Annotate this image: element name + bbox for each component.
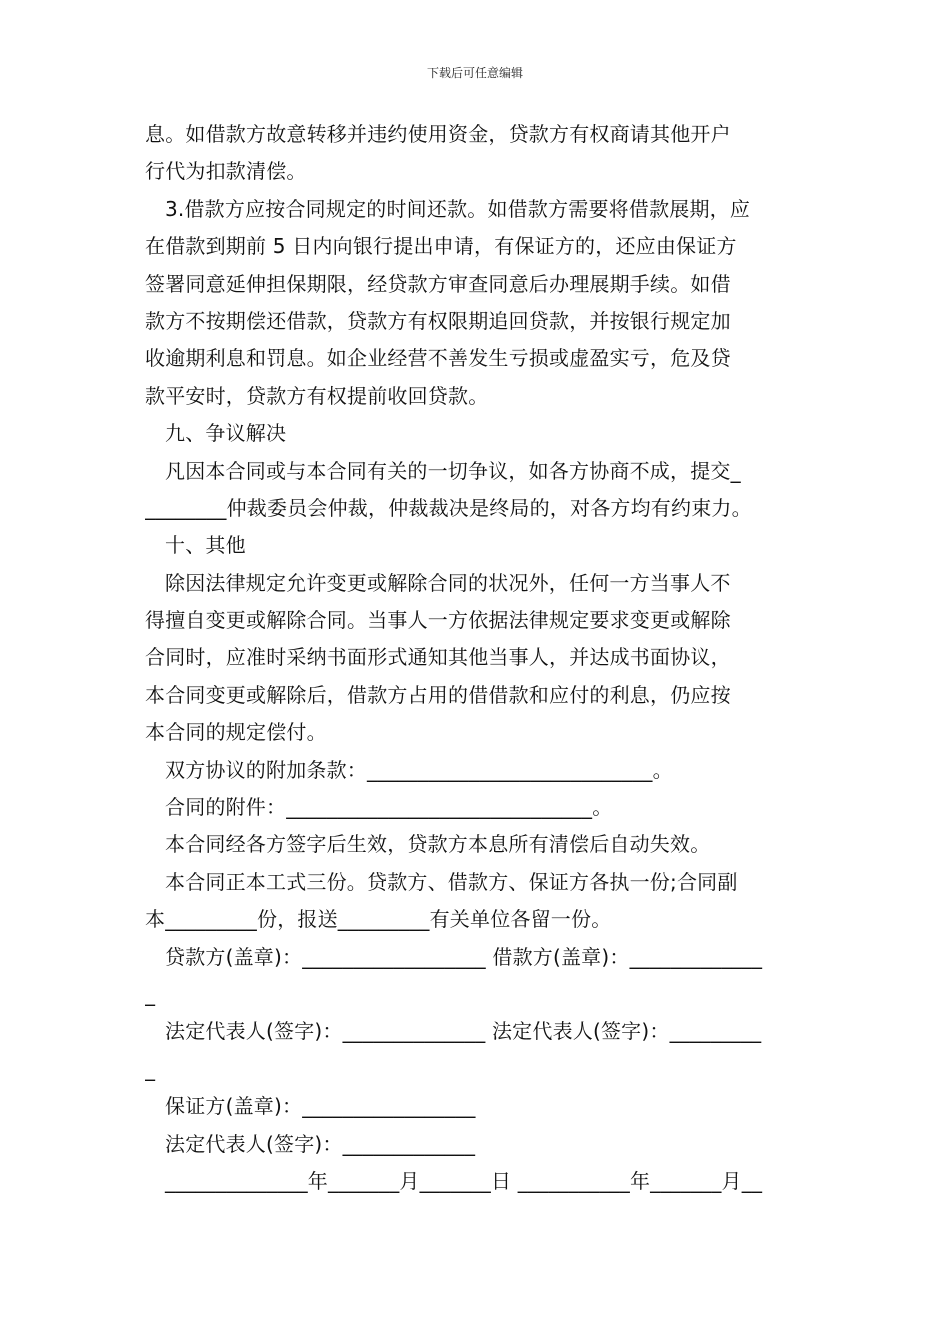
paragraph-line: 本合同正本工式三份。贷款方、借款方、保证方各执一份;合同副: [165, 869, 738, 894]
document-body: [145, 116, 810, 1200]
paragraph-line: 本_________份，报送_________有关单位各留一份。: [145, 907, 612, 932]
paragraph-line: 3.借款方应按合同规定的时间还款。如借款方需要将借款展期，应: [165, 196, 751, 221]
section-heading: 九、争议解决: [165, 421, 287, 446]
paragraph-line: 本合同变更或解除后，借款方占用的借借款和应付的利息，仍应按: [145, 682, 731, 707]
paragraph-line: 在借款到期前 5 日内向银行提出申请，有保证方的，还应由保证方: [145, 234, 737, 259]
signature-line: 保证方(盖章)：_________________: [165, 1094, 476, 1119]
paragraph-line: 合同的附件：______________________________。: [165, 795, 613, 820]
section-heading: 十、其他: [165, 533, 246, 558]
signature-line: _: [145, 981, 156, 1006]
paragraph-line: 行代为扣款清偿。: [145, 159, 307, 184]
paragraph-line: 得擅自变更或解除合同。当事人一方依据法律规定要求变更或解除: [145, 608, 731, 633]
paragraph-line: 凡因本合同或与本合同有关的一切争议，如各方协商不成，提交_: [165, 458, 741, 483]
paragraph-line: 本合同的规定偿付。: [145, 720, 327, 745]
date-line: ______________年_______月_______日 ___________年_______月__: [165, 1168, 763, 1193]
paragraph-line: 合同时，应准时采纳书面形式通知其他当事人，并达成书面协议，: [145, 645, 731, 670]
paragraph-line: ________仲裁委员会仲裁，仲裁裁决是终局的，对各方均有约束力。: [145, 495, 752, 520]
paragraph-line: 款平安时，贷款方有权提前收回贷款。: [145, 383, 489, 408]
signature-line: 法定代表人(签字)：______________ 法定代表人(签字)：_________: [165, 1019, 762, 1044]
signature-line: _: [145, 1056, 156, 1081]
paragraph-line: 签署同意延伸担保期限，经贷款方审查同意后办理展期手续。如借: [145, 271, 731, 296]
signature-line: 法定代表人(签字)：_____________: [165, 1131, 476, 1156]
paragraph-line: 息。如借款方故意转移并违约使用资金，贷款方有权商请其他开户: [145, 122, 731, 146]
page-header: 下载后可任意编辑: [426, 66, 523, 80]
paragraph-line: 双方协议的附加条款：____________________________。: [165, 757, 673, 782]
paragraph-line: 收逾期利息和罚息。如企业经营不善发生亏损或虚盈实亏，危及贷: [145, 346, 731, 371]
paragraph-line: 本合同经各方签字后生效，贷款方本息所有清偿后自动失效。: [165, 832, 711, 857]
paragraph-line: 除因法律规定允许变更或解除合同的状况外，任何一方当事人不: [165, 570, 731, 595]
paragraph-line: 款方不按期偿还借款，贷款方有权限期追回贷款，并按银行规定加: [145, 308, 731, 333]
signature-line: 贷款方(盖章)：__________________ 借款方(盖章)：_____________: [165, 944, 763, 969]
